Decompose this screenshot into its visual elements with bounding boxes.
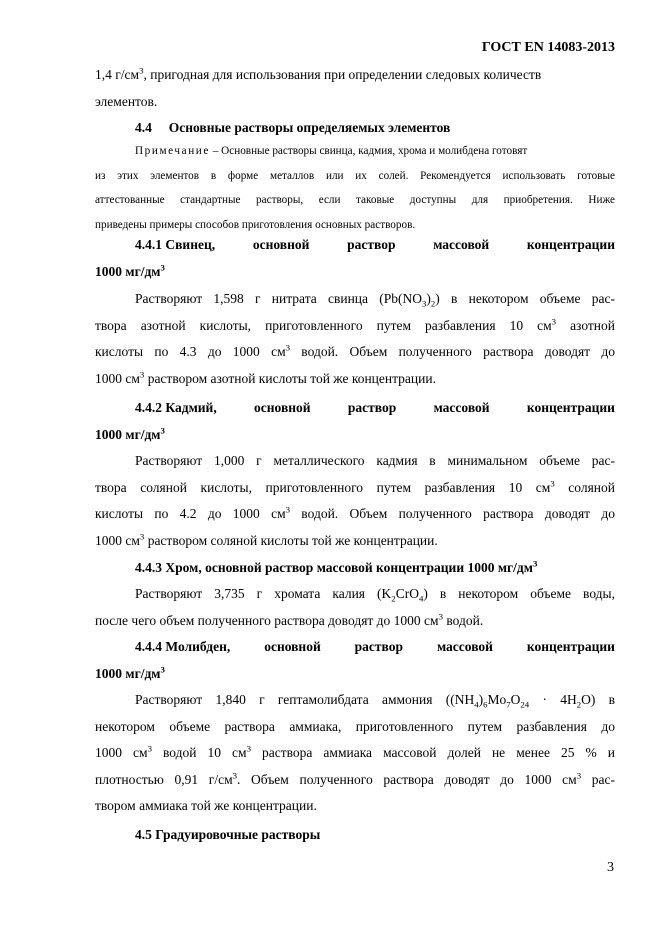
note-line-2: из этих элементов в форме металлов или их солей. Рекомендуется использовать готовые: [95, 169, 615, 182]
para-line-1: Растворяют 1,598 г нитрата свинца $(Pb(NO_3)_2)$ в некотором объеме рас-: [135, 291, 615, 309]
para-line-1: Растворяют 1,840 г гептамолибдата аммония $((NH_4)_6Mo_7O_{24} \cdot 4H_2O)$ в: [135, 692, 615, 710]
para-line-5: твором аммиака той же концентрации.: [95, 798, 317, 813]
section-4-4-1-heading: [95, 232, 615, 285]
document-header: ГОСТ EN 14083-2013: [481, 40, 615, 55]
page-number: 3: [607, 860, 614, 875]
para-line-1: Растворяют 1,000 г металлического кадмия в минимальном объеме рас-: [135, 453, 615, 468]
para-line-2: некотором объеме раствора аммиака, приготовленного путем разбавления до: [95, 718, 615, 734]
intro-line-1: 1,4 $г/см^3$, пригодная для использования при определении следовых количеств: [95, 65, 542, 82]
note-line-3: аттестованные стандартные растворы, если таковые доступны для приобретения. Ниже: [95, 194, 615, 206]
heading-line-1: 4.4.1 Свинец, основной раствор массовой концентрации: [135, 237, 615, 252]
section-4-4-2-heading: [95, 395, 615, 448]
para-line-2: твора соляной кислоты, приготовленного путем разбавления 10 $см^3$ соляной: [95, 478, 616, 495]
note-line-4: приведены примеры способов приготовления основных растворов.: [95, 218, 416, 231]
section-4-4-1-paragraph: [95, 286, 615, 392]
section-4-4-3-paragraph: [95, 581, 615, 634]
para-line-3: кислоты по 4.3 до 1000 $см^3$ водой. Объем полученного раствора доводят до: [95, 342, 615, 359]
section-4-4-heading: [95, 115, 615, 142]
note-label: Примечание: [135, 145, 210, 157]
section-4-4-4-heading: [95, 634, 615, 687]
intro-paragraph: [95, 62, 615, 115]
section-4-4-4-paragraph: [95, 687, 615, 820]
para-line-3: кислоты по 4.2 до 1000 $см^3$ водой. Объем полученного раствора доводят до: [95, 504, 615, 521]
para-line-4: 1000 $см^3$ раствором соляной кислоты той же концентрации.: [95, 531, 438, 548]
para-line-1: Растворяют 3,735 г хромата калия $(K_2CrO_4)$ в некотором объеме воды,: [135, 586, 615, 604]
heading-line-2: 1000 $мг/дм^3$: [95, 262, 165, 279]
intro-line-2: элементов.: [95, 93, 158, 109]
note-line-1: Примечание – Основные растворы свинца, кадмия, хрома и молибдена готовят: [135, 145, 528, 157]
heading-line-2: 1000 $мг/дм^3$: [95, 664, 165, 681]
para-line-2: твора азотной кислоты, приготовленного путем разбавления 10 $см^3$ азотной: [95, 316, 615, 333]
para-line-4: 1000 $см^3$ раствором азотной кислоты той же концентрации.: [95, 369, 436, 386]
section-number: 4.4: [135, 120, 152, 135]
heading-line-1: 4.4.2 Кадмий, основной раствор массовой концентрации: [135, 400, 615, 415]
section-4-5-heading: 4.5 Градуировочные растворы: [135, 827, 321, 842]
section-4-4-note: [95, 139, 615, 237]
section-4-4-3-heading: 4.4.3 Хром, основной раствор массовой концентрации 1000 $мг/дм^3$: [135, 558, 538, 575]
heading-line-1: 4.4.4 Молибден, основной раствор массовой концентрации: [135, 639, 615, 654]
section-4-4-2-paragraph: [95, 448, 615, 554]
para-line-3: 1000 $см^3$ водой 10 $см^3$ раствора аммиака массовой долей не менее 25 % и: [95, 743, 615, 760]
para-line-2: после чего объем полученного раствора доводят до 1000 $см^3$ водой.: [95, 611, 484, 628]
heading-line-2: 1000 $мг/дм^3$: [95, 425, 165, 442]
para-line-4: плотностью 0,91 $г/см^3$. Объем полученного раствора доводят до 1000 $см^3$ рас-: [95, 770, 615, 787]
section-title: Основные растворы определяемых элементов: [168, 120, 451, 135]
